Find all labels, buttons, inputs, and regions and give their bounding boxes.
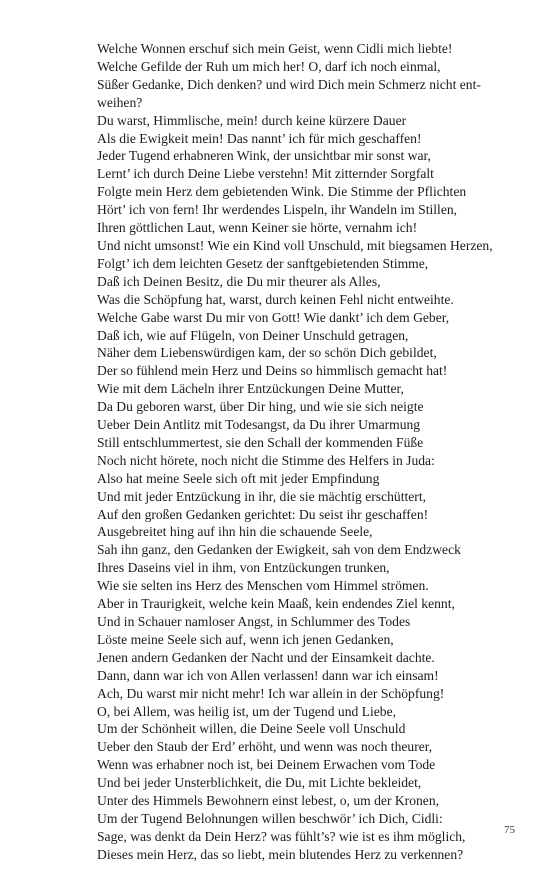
poem-line: Du warst, Himmlische, mein! durch keine kürzere Dauer [97, 112, 407, 128]
poem-line: Wie mit dem Lächeln ihrer Entzückungen Deine Mutter, [97, 381, 404, 397]
poem-line: Also hat meine Seele sich oft mit jeder Empfindung [97, 470, 380, 486]
poem-line: Da Du geboren warst, über Dir hing, und wie sie sich neigte [97, 399, 424, 415]
poem-line: Jenen andern Gedanken der Nacht und der Einsamkeit dachte. [97, 649, 435, 665]
poem-line: Als die Ewigkeit mein! Das nannt’ ich für mich geschaffen! [97, 130, 422, 146]
poem-line: Was die Schöpfung hat, warst, durch keinen Fehl nicht entweihte. [97, 291, 454, 307]
poem-line: Ueber Dein Antlitz mit Todesangst, da Du ihrer Umarmung [97, 417, 421, 433]
page-number: 75 [504, 824, 515, 836]
poem-line: Ausgebreitet hing auf ihn hin die schauende Seele, [97, 524, 373, 540]
poem-line: Wenn was erhabner noch ist, bei Deinem Erwachen vom Tode [97, 757, 436, 773]
poem-line: Und mit jeder Entzückung in ihr, die sie mächtig erschüttert, [97, 488, 427, 504]
poem-line: Ach, Du warst mir nicht mehr! Ich war allein in der Schöpfung! [97, 685, 445, 701]
poem-line: Daß ich Deinen Besitz, die Du mir theurer als Alles, [97, 273, 381, 289]
poem-line: Um der Tugend Belohnungen willen beschwör’ ich Dich, Cidli: [97, 810, 443, 826]
poem-line: Welche Gabe warst Du mir von Gott! Wie dankt’ ich dem Geber, [97, 309, 450, 325]
poem-line: Und bei jeder Unsterblichkeit, die Du, mit Lichte bekleidet, [97, 775, 422, 791]
poem-line: Unter des Himmels Bewohnern einst lebest, o, um der Kronen, [97, 793, 440, 809]
poem-line: Noch nicht hörete, noch nicht die Stimme des Helfers in Juda: [97, 452, 435, 468]
poem-line: Hört’ ich von fern! Ihr werdendes Lispeln, ihr Wandeln im Stillen, [97, 202, 458, 218]
poem-line: Daß ich, wie auf Flügeln, von Deiner Unschuld getragen, [97, 327, 409, 343]
poem-line: Und in Schauer namloser Angst, in Schlummer des Todes [97, 614, 411, 629]
poem-line: Löste meine Seele sich auf, wenn ich jenen Gedanken, [97, 631, 394, 647]
poem-line: Der so fühlend mein Herz und Deins so himmlisch gemacht hat! [97, 363, 448, 379]
poem-line: Auf den großen Gedanken gerichtet: Du seist ihr geschaffen! [97, 506, 429, 522]
poem-line: Ueber den Staub der Erd’ erhöht, und wenn was noch theurer, [97, 739, 433, 755]
poem-line: Ihres Daseins viel in ihm, von Entzückungen trunken, [97, 560, 390, 576]
poem-line: O, bei Allem, was heilig ist, um der Tugend und Liebe, [97, 703, 397, 719]
poem-line: Jeder Tugend erhabneren Wink, der unsichtbar mir sonst war, [97, 148, 431, 164]
poem-line: Wie sie selten ins Herz des Menschen vom Himmel strömen. [97, 578, 429, 594]
poem-line: Ihren göttlichen Laut, wenn Keiner sie hörte, vernahm ich! [97, 220, 418, 236]
poem-line: Lernt’ ich durch Deine Liebe verstehn! Mit zitternder Sorgfalt [97, 166, 434, 182]
poem-line: Welche Wonnen erschuf sich mein Geist, wenn Cidli mich liebte! [97, 41, 453, 56]
poem-line: Dann, dann war ich von Allen verlassen! dann war ich einsam! [97, 667, 439, 683]
poem-line: Welche Gefilde der Ruh um mich her! O, darf ich noch einmal, [97, 58, 441, 74]
poem-line: Und nicht umsonst! Wie ein Kind voll Unschuld, mit biegsamen Herzen, [97, 237, 493, 253]
poem-line: Näher dem Liebenswürdigen kam, der so schön Dich gebildet, [97, 345, 437, 361]
poem-line: Still entschlummertest, sie den Schall der kommenden Füße [97, 434, 424, 450]
poem-line: Folgt’ ich dem leichten Gesetz der sanftgebietenden Stimme, [97, 255, 429, 271]
poem-line: weihen? [97, 94, 143, 110]
poem-line: Folgte mein Herz dem gebietenden Wink. Die Stimme der Pflichten [97, 184, 467, 200]
poem-line: Sage, was denkt da Dein Herz? was fühlt’s? wie ist es ihm möglich, [97, 828, 466, 844]
poem-line: Sah ihn ganz, den Gedanken der Ewigkeit, sah von dem Endzweck [97, 542, 461, 558]
poem-line: Dieses mein Herz, das so liebt, mein blutendes Herz zu verkennen? [97, 846, 464, 862]
poem-line: Süßer Gedanke, Dich denken? und wird Dich mein Schmerz nicht ent- [97, 76, 481, 92]
poem-line: Um der Schönheit willen, die Deine Seele voll Unschuld [97, 721, 406, 737]
poem-text [97, 40, 517, 864]
poem-line: Aber in Traurigkeit, welche kein Maaß, kein endendes Ziel kennt, [97, 596, 455, 612]
